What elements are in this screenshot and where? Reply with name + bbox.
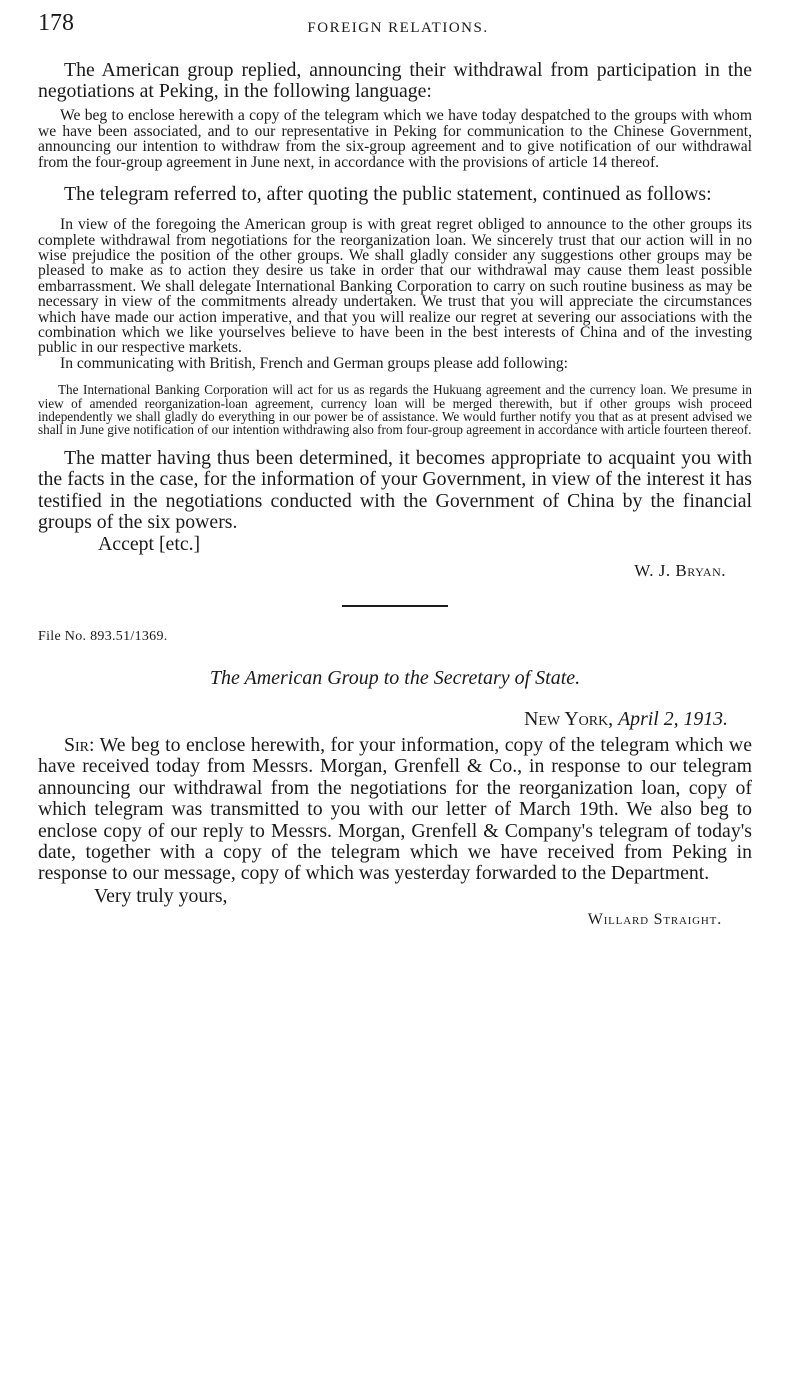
quoted-letter: We beg to enclose herewith a copy of the telegram which we have today despatched to the groups with whom we have been associated, and to our representative in Peking for communication to the Chinese Government, announcing our intention to withdraw from the six-group agreement and to give notification of our withdrawal from the four-group agreement in June next, in accordance with the provisions of article 14 thereof. <box>38 107 752 171</box>
dateline-date: April 2, 1913. <box>618 707 728 730</box>
letter-text: We beg to enclose herewith, for your information, copy of the telegram which we have received today from Messrs. Morgan, Grenfell & Co., in response to our telegram announcing our withdrawal from the negotiations for the reorganization loan, copy of which telegram was transmitted to you with our letter of March 19th. We also beg to enclose copy of our reply to Messrs. Morgan, Grenfell & Company's telegram of today's date, together with a copy of the telegram which we have received from Peking in response to our message, copy of which was yesterday forwarded to the Department. <box>38 733 752 885</box>
salutation: Sir: <box>64 733 95 756</box>
closing-line: Accept [etc.] <box>98 532 201 555</box>
conclusion-paragraph: The matter having thus been determined, it becomes appropriate to acquaint you with the facts in the case, for the information of your Government, in view of the interest it has testified in the negotiations conducted with the Government of China by the financial groups of the six powers. <box>38 447 752 533</box>
page-number: 178 <box>38 10 74 36</box>
signature-bryan: W. J. Bryan. <box>634 560 726 580</box>
page-content <box>38 60 752 929</box>
dateline <box>38 708 752 731</box>
file-number: File No. 893.51/1369. <box>38 628 168 644</box>
letter-closing: Very truly yours, <box>94 884 228 907</box>
document-title: The American Group to the Secretary of State. <box>209 666 581 689</box>
quoted-telegram-detail: The International Banking Corporation will act for us as regards the Hukuang agreement and the currency loan. We presume in view of amended reorganization-loan agreement, currency loan will be merged therewith, but if other groups wish proceed independently we shall gladly do everything in our power be of assistance. We would further notify you that as at present advised we shall in June give notification of our intention withdrawing also from four-group agreement in accordance with article fourteen thereof. <box>38 382 752 437</box>
quoted-telegram: In view of the foregoing the American group is with great regret obliged to announce to the other groups its complete withdrawal from negotiations for the reorganization loan. We sincerely trust that our action will in no wise prejudice the position of the other groups. We shall gladly consider any suggestions other groups may be pleased to make as to action they desire us take in order that our withdrawal may cause them least possible embarrassment. We shall delegate International Banking Corporation to carry on such routine business as may be necessary in view of the commitments already undertaken. We trust that you will appreciate the circumstances which have made our action imperative, and that you will realize our regret at severing our associations with the combination which we like yourselves believe to have been in the best interests of China and of the investing public in our respective markets. <box>38 216 752 357</box>
intro-paragraph: The American group replied, announcing their withdrawal from participation in the negotiations at Peking, in the following language: <box>38 59 752 103</box>
telegram-intro-paragraph: The telegram referred to, after quoting the public statement, continued as follows: <box>64 183 712 206</box>
section-divider <box>342 605 448 607</box>
letter-body <box>38 735 752 885</box>
signature-straight: Willard Straight. <box>587 910 722 928</box>
dateline-place: New York, <box>524 707 614 730</box>
page-header <box>38 10 758 44</box>
quoted-telegram-addendum: In communicating with British, French and German groups please add following: <box>60 354 568 372</box>
running-head: FOREIGN RELATIONS. <box>307 20 489 36</box>
